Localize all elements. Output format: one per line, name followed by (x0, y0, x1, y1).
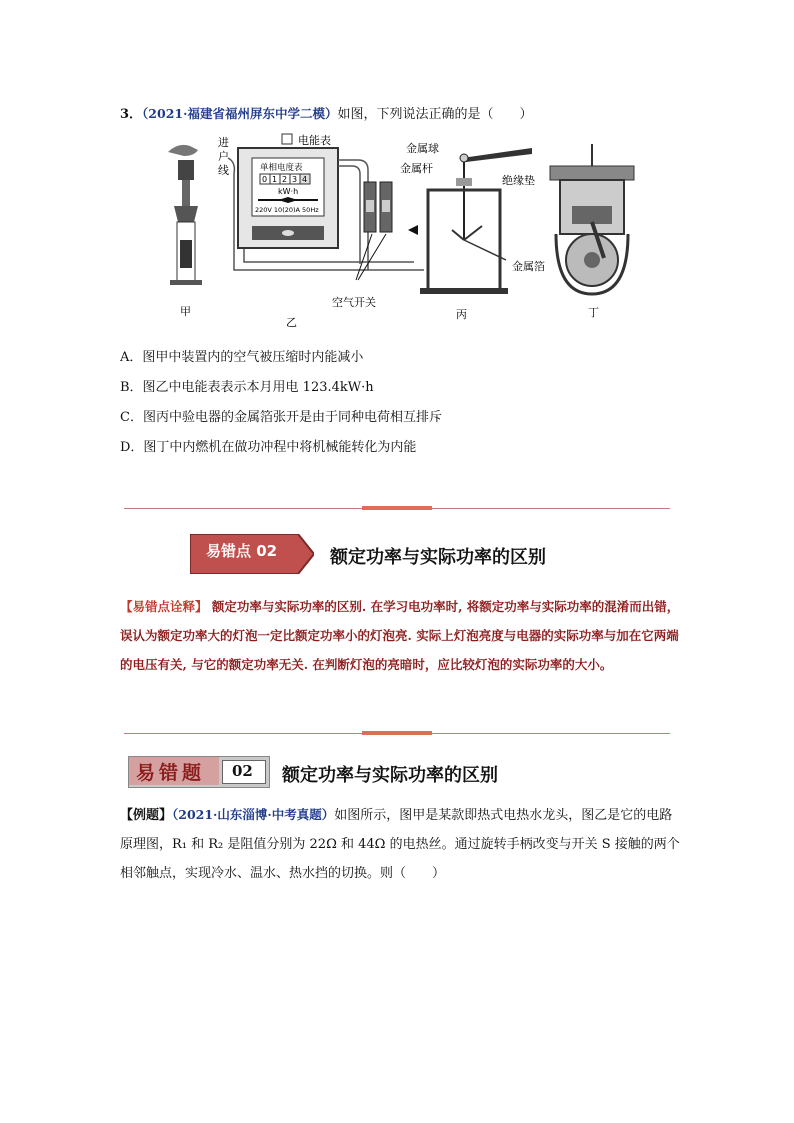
label-jia: 甲 (180, 305, 191, 318)
label-yi: 乙 (286, 316, 297, 329)
label-bing: 丙 (456, 308, 467, 321)
label-insulator: 绝缘垫 (502, 174, 535, 187)
meter-name: 单相电度表 (260, 163, 303, 173)
meter-digit-2: 2 (282, 175, 288, 184)
explanation-text: 额定功率与实际功率的区别. 在学习电功率时, 将额定功率与实际功率的混淆而出错，误认为额定功率大的灯泡一定比额定功率小的灯泡亮. 实际上灯泡亮度与电器的实际功率与加在它两端的电压有关, 与它的额定功率无关. 在判断灯泡的亮暗时，应比较灯泡的实际功率的大小。 (120, 599, 680, 672)
label-entry-line-2: 户 (218, 150, 229, 163)
label-air-switch: 空气开关 (332, 296, 376, 309)
figure-jia (168, 145, 202, 285)
label-metal-rod: 金属杆 (400, 162, 433, 175)
label-entry-line-1: 进 (218, 136, 229, 149)
question-line (120, 103, 532, 122)
meter-digit-4: 4 (302, 175, 308, 184)
meter-unit: kW·h (278, 187, 299, 196)
label-entry-line-3: 线 (218, 164, 229, 177)
label-meter-title: 电能表 (298, 134, 331, 147)
section2-num: 02 (232, 762, 253, 780)
meter-digit-3: 3 (292, 175, 298, 184)
section1-tag: 易错点 02 (206, 542, 278, 560)
divider-2-accent (362, 731, 432, 735)
explanation-tag: 【易错点诠释】 (120, 599, 208, 614)
section2-title: 额定功率与实际功率的区别 (282, 765, 498, 786)
meter-spec: 220V 10(20)A 50Hz (255, 206, 319, 214)
divider-1-accent (362, 506, 432, 510)
section1-title: 额定功率与实际功率的区别 (330, 547, 546, 568)
option-a: A．图甲中装置内的空气被压缩时内能减小 (120, 350, 364, 365)
label-metal-foil: 金属箔 (512, 260, 545, 273)
figure-ding-engine (550, 144, 634, 294)
air-switch-icon (356, 182, 392, 280)
question-stem: 如图，下列说法正确的是（ ） (337, 107, 533, 122)
example-block (120, 800, 680, 888)
example-text: 如图所示，图甲是某款即热式电热水龙头，图乙是它的电路原理图，R₁ 和 R₂ 是阻值分别为 22Ω 和 44Ω 的电热丝。通过旋转手柄改变与开关 S 接触的两个相邻触点，实现冷水、温水、热水挡的切换。则（ ） (120, 808, 680, 881)
meter-digit-1: 1 (272, 175, 278, 184)
label-ding: 丁 (588, 306, 599, 319)
option-c: C．图丙中验电器的金属箔张开是由于同种电荷相互排斥 (120, 410, 442, 425)
question-number: 3． (120, 107, 143, 122)
physics-figure (160, 130, 660, 330)
explanation-block (120, 592, 680, 679)
question-source: （2021·福建省福州屏东中学二模） (142, 106, 338, 121)
meter-digit-0: 0 (262, 175, 268, 184)
figure-yi-meter (228, 134, 424, 270)
option-d: D．图丁中内燃机在做功冲程中将机械能转化为内能 (120, 440, 417, 455)
option-b: B．图乙中电能表表示本月用电 123.4kW·h (120, 380, 374, 395)
example-tag: 【例题】 (120, 808, 173, 823)
meter-digits (260, 174, 310, 184)
section2-tag: 易错题 (136, 762, 206, 784)
label-metal-ball: 金属球 (406, 142, 439, 155)
example-source: （2021·山东淄博·中考真题） (172, 807, 335, 822)
